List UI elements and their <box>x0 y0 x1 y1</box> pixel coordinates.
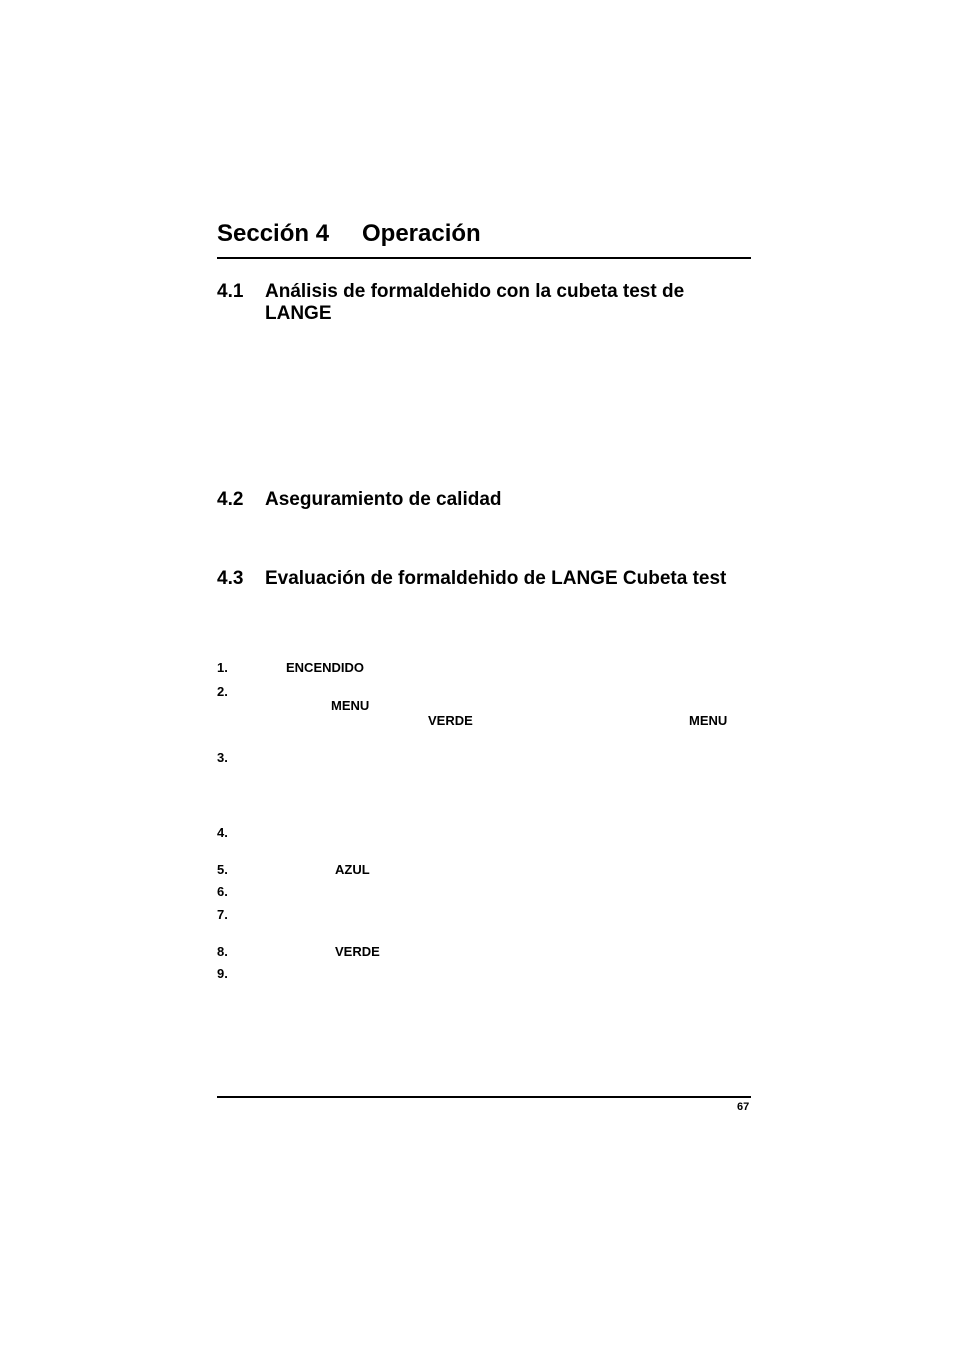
page-number: 67 <box>737 1101 750 1113</box>
subsection-title: Aseguramiento de calidad <box>265 489 502 510</box>
step-keyword: MENU <box>331 698 370 713</box>
step-number: 9. <box>217 966 228 981</box>
step-number: 4. <box>217 825 228 840</box>
step-keyword: AZUL <box>335 862 370 877</box>
section-title: Operación <box>362 220 481 247</box>
step-number: 5. <box>217 862 228 877</box>
header-rule <box>217 257 751 259</box>
step-keyword: ENCENDIDO <box>286 660 365 675</box>
step-number: 2. <box>217 684 228 699</box>
step-number: 6. <box>217 884 228 899</box>
step-number: 7. <box>217 907 228 922</box>
subsection-title: Evaluación de formaldehido de LANGE Cubeta test <box>265 568 727 589</box>
step-keyword: VERDE <box>428 713 473 728</box>
step-number: 8. <box>217 944 228 959</box>
section-number: Sección 4 <box>217 220 330 247</box>
step-number: 3. <box>217 750 228 765</box>
subsection-4-2-heading <box>217 489 751 513</box>
subsection-number: 4.2 <box>217 489 244 510</box>
subsection-number: 4.1 <box>217 281 244 302</box>
step-keyword: VERDE <box>335 944 380 959</box>
step-number: 1. <box>217 660 228 675</box>
subsection-4-1-heading <box>217 281 751 327</box>
step-keyword: MENU <box>689 713 728 728</box>
footer-rule <box>217 1096 751 1098</box>
subsection-title: Análisis de formaldehido con la cubeta test de LANGE <box>265 281 685 324</box>
subsection-4-3-heading <box>217 568 751 614</box>
subsection-number: 4.3 <box>217 568 244 589</box>
